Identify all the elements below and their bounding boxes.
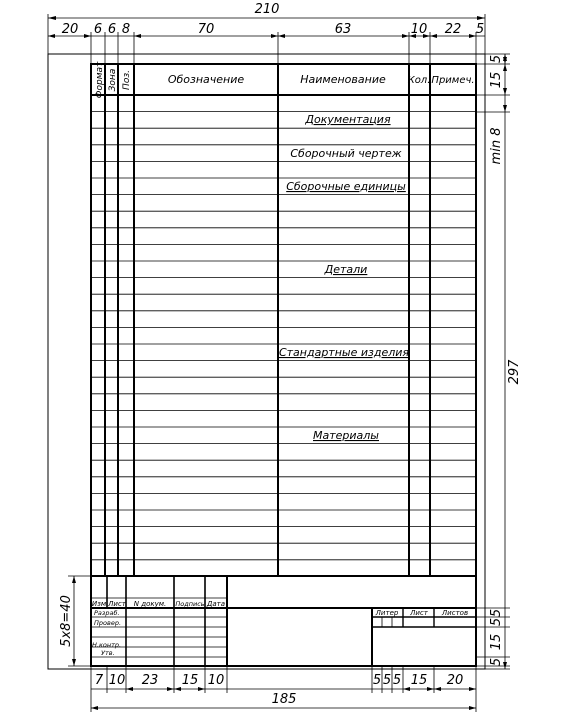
header-note: Примеч. — [431, 75, 475, 86]
tb-col-sheet: Лист — [108, 600, 126, 608]
dim-bottom-8: 5 — [392, 673, 402, 688]
dim-bottom-1: 7 — [94, 673, 104, 688]
tb-col-change: Изм — [91, 600, 107, 608]
dim-right-2: 15 — [489, 71, 504, 89]
header-zone: Зона — [108, 68, 118, 92]
header-pos: Поз. — [122, 70, 132, 90]
dim-right-6: 5 — [489, 617, 504, 627]
dim-right-7: 15 — [489, 633, 504, 651]
dim-bottom-4: 15 — [181, 673, 199, 688]
dim-bottom-3: 23 — [141, 673, 159, 688]
tb-lit: Литер — [375, 609, 399, 617]
tb-row-checked: Провер. — [94, 619, 122, 627]
tb-sheets: Листов — [441, 609, 469, 617]
tb-row-norm-control: Н.контр. — [92, 641, 122, 649]
dim-total-width: 210 — [254, 2, 280, 17]
dim-top-9: 5 — [475, 22, 485, 37]
dim-stamp-height: 5x8=40 — [59, 595, 74, 647]
dim-top-1: 20 — [61, 22, 79, 37]
dim-bottom-10: 20 — [446, 673, 464, 688]
dim-bottom-7: 5 — [382, 673, 392, 688]
tb-row-approved: Утв. — [101, 649, 115, 657]
header-qty: Кол. — [407, 75, 431, 86]
header-name: Наименование — [300, 73, 386, 86]
section-assembly-units: Сборочные единицы — [286, 180, 406, 193]
dim-bottom-6: 5 — [372, 673, 382, 688]
table-rows — [91, 112, 476, 560]
tb-sheet: Лист — [410, 609, 428, 617]
dim-top-8: 22 — [444, 22, 462, 37]
section-materials: Материалы — [313, 429, 379, 442]
dim-top-4: 8 — [121, 22, 131, 37]
tb-col-signature: Подпись — [175, 600, 205, 608]
section-standard-items: Стандартные изделия — [278, 346, 410, 359]
dim-top-3: 6 — [107, 22, 117, 37]
dim-right-4: 297 — [507, 359, 522, 385]
dim-top-6: 63 — [334, 22, 352, 37]
dim-bottom-9: 15 — [410, 673, 428, 688]
dim-right-1: 5 — [489, 54, 504, 64]
section-documentation: Документация — [305, 113, 391, 126]
dim-bottom-total: 185 — [271, 692, 297, 707]
section-parts: Детали — [324, 263, 368, 276]
tb-col-date: Дата — [206, 600, 226, 608]
dim-top-5: 70 — [197, 22, 215, 37]
dim-top-2: 6 — [93, 22, 103, 37]
dim-right-3: min 8 — [489, 127, 504, 165]
dim-bottom-2: 10 — [108, 673, 126, 688]
header-format: Формат — [95, 61, 105, 99]
header-designation: Обозначение — [167, 73, 245, 86]
dim-right-8: 5 — [489, 657, 504, 667]
dim-bottom-5: 10 — [207, 673, 225, 688]
dim-top-7: 10 — [410, 22, 428, 37]
dim-right-5: 5 — [489, 608, 504, 618]
tb-row-developed: Разраб. — [94, 609, 120, 617]
section-assembly-drawing: Сборочный чертеж — [290, 147, 402, 160]
tb-col-doc-number: N докум. — [133, 600, 167, 608]
